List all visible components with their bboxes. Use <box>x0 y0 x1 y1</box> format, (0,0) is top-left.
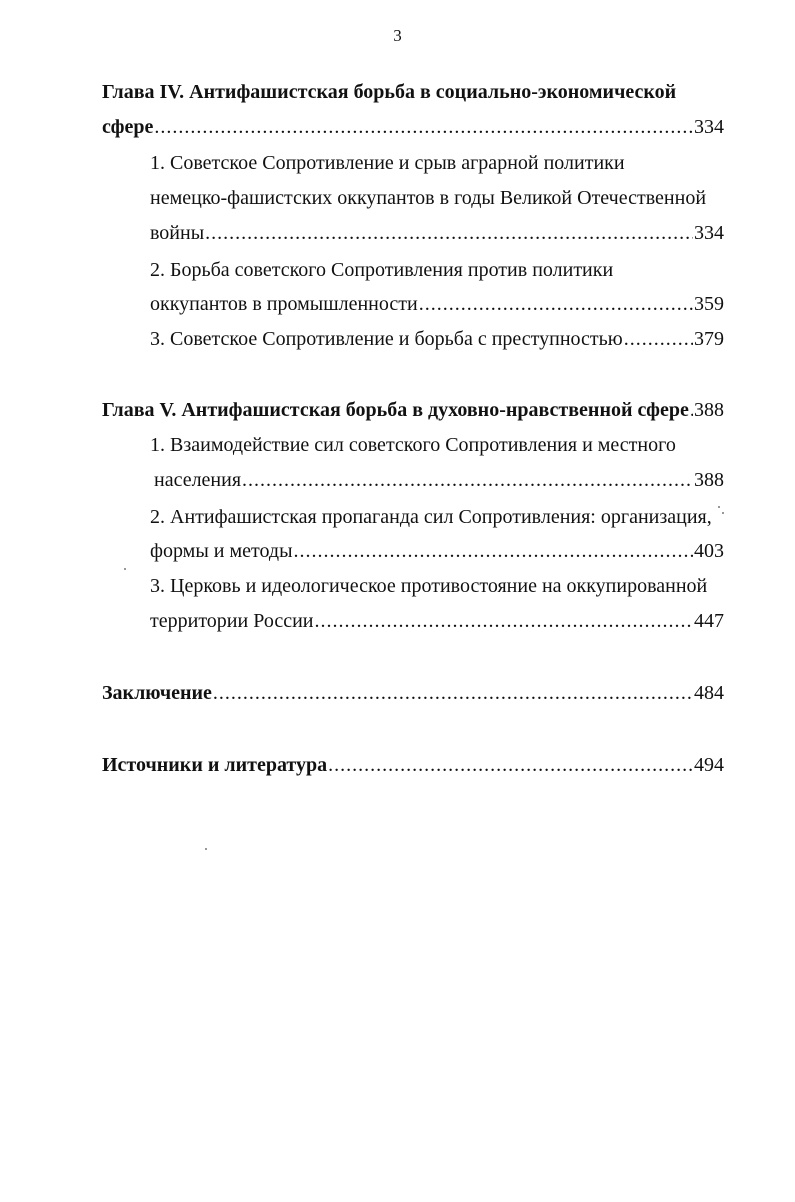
scan-speck <box>718 506 720 508</box>
chapter4-section1-text-cont: немецко-фашистских оккупантов в годы Великой Отечественной <box>150 187 707 209</box>
chapter4-section2-line1[interactable] <box>150 258 710 282</box>
chapter5-section2-line1[interactable] <box>150 505 710 529</box>
leader-dots <box>205 221 693 245</box>
chapter5-page: 388 <box>694 399 724 421</box>
chapter4-section1-line1[interactable] <box>150 151 710 175</box>
chapter5-section1-page: 388 <box>694 469 724 491</box>
chapter5-section1-text: 1. Взаимодействие сил советского Сопротивления и местного <box>150 434 676 456</box>
sources-page: 494 <box>694 754 724 776</box>
chapter5-section3-line1[interactable] <box>150 574 710 598</box>
chapter4-page: 334 <box>694 116 724 138</box>
chapter5-section1-line1[interactable] <box>150 433 710 457</box>
conclusion-title: Заключение <box>102 682 212 704</box>
scan-speck <box>722 512 724 514</box>
leader-dots <box>213 681 693 705</box>
chapter4-section2-page: 359 <box>694 293 724 315</box>
chapter4-section1-text: 1. Советское Сопротивление и срыв аграрной политики <box>150 152 625 174</box>
chapter4-section1-text-end: войны <box>150 222 205 244</box>
chapter4-title-line2[interactable] <box>102 115 724 139</box>
chapter4-section3-text: 3. Советское Сопротивление и борьба с преступностью <box>150 328 623 350</box>
chapter4-section2-text-cont: оккупантов в промышленности <box>150 293 418 315</box>
chapter5-section2-page: 403 <box>694 540 724 562</box>
sources-line[interactable] <box>102 753 724 777</box>
leader-dots <box>294 539 694 563</box>
chapter5-section3-line2[interactable] <box>150 609 724 633</box>
leader-dots <box>624 327 693 351</box>
chapter5-section2-line2[interactable] <box>150 539 724 563</box>
scan-speck <box>205 848 207 850</box>
chapter4-section1-page: 334 <box>694 222 724 244</box>
scan-speck <box>124 568 126 570</box>
chapter4-section2-line2[interactable] <box>150 292 724 316</box>
conclusion-line[interactable] <box>102 681 724 705</box>
conclusion-page: 484 <box>694 682 724 704</box>
chapter5-section1-text-cont: населения <box>154 469 242 491</box>
chapter4-section1-line2[interactable] <box>150 186 710 210</box>
chapter4-section3-line1[interactable] <box>150 327 724 351</box>
chapter4-section2-text: 2. Борьба советского Сопротивления против политики <box>150 259 614 281</box>
leader-dots <box>154 115 693 139</box>
chapter4-title-text-cont: сфере <box>102 116 154 138</box>
chapter5-title-text: Глава V. Антифашистская борьба в духовно-нравственной сфере <box>102 399 689 421</box>
chapter4-title-line1[interactable] <box>102 80 702 104</box>
chapter4-title-text: Глава IV. Антифашистская борьба в социально-экономической <box>102 81 677 103</box>
leader-dots <box>328 753 693 777</box>
chapter5-section3-text: 3. Церковь и идеологическое противостояние на оккупированной <box>150 575 708 597</box>
chapter5-section2-text: 2. Антифашистская пропаганда сил Сопротивления: организация, <box>150 506 712 528</box>
chapter5-title-line[interactable] <box>102 398 724 422</box>
chapter4-section1-line3[interactable] <box>150 221 724 245</box>
chapter5-section1-line2[interactable] <box>154 468 724 492</box>
chapter5-section3-text-cont: территории России <box>150 610 314 632</box>
leader-dots <box>690 398 693 422</box>
leader-dots <box>419 292 693 316</box>
chapter5-section3-page: 447 <box>694 610 724 632</box>
leader-dots <box>242 468 693 492</box>
sources-title: Источники и литература <box>102 754 328 776</box>
chapter4-section3-page: 379 <box>694 328 724 350</box>
leader-dots <box>315 609 694 633</box>
chapter5-section2-text-cont: формы и методы <box>150 540 293 562</box>
page-number: 3 <box>393 26 402 45</box>
